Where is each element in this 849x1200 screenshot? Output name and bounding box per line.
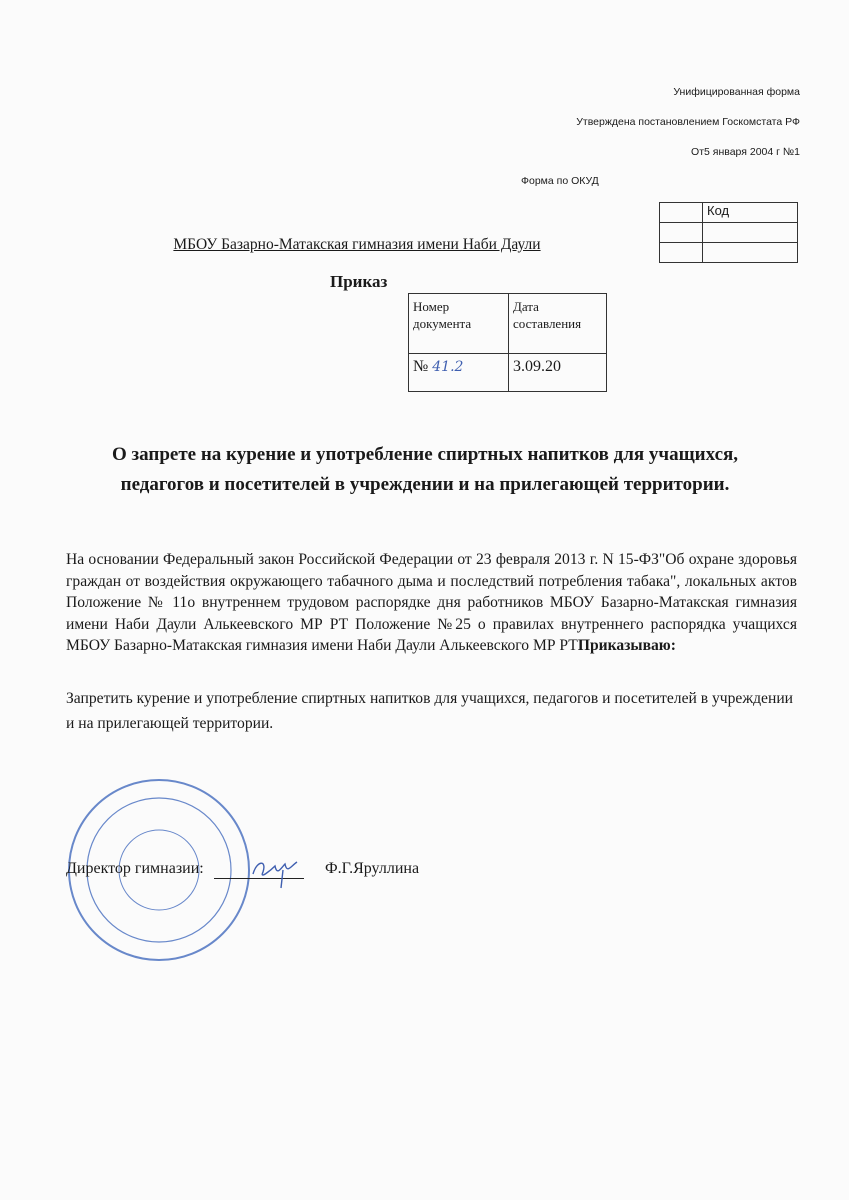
document-type: Приказ [330, 272, 388, 291]
code-header: Код [703, 203, 798, 223]
number-header: Номер документа [409, 294, 509, 354]
form-type-label: Унифицированная форма [673, 86, 800, 98]
approved-date-label: От5 января 2004 г №1 [691, 146, 800, 158]
date-header: Дата составления [509, 294, 607, 354]
document-number-table [408, 293, 607, 392]
basis-text: На основании Федеральный закон Российской Федерации от 23 февраля 2013 г. N 15-ФЗ"Об охране здоровья граждан от воздействия окружающего табачного дыма и последствий потребления табака", локальных актов Положение № 11о внутреннем трудовом распорядке дня работников МБОУ Базарно-Матакская гимназия имени Наби Даули Алькеевского МР РТ Положение №25 о правилах внутреннего распорядка учащихся МБОУ Базарно-Матакская гимназия имени Наби Даули Алькеевского МР РТ [66, 551, 797, 655]
handwritten-signature [245, 852, 305, 892]
order-text: Запретить курение и употребление спиртных напитков для учащихся, педагогов и посетителей в учреждении и на прилегающей территории. [66, 690, 794, 732]
number-prefix: № [413, 358, 429, 375]
organization-name: МБОУ Базарно-Матакская гимназия имени Наби Даули [173, 236, 541, 253]
basis-paragraph [66, 549, 797, 657]
title-line-1: О запрете на курение и употребление спиртных напитков для учащихся, [111, 444, 739, 465]
order-title [40, 440, 810, 500]
title-line-2: педагогов и посетителей в учреждении и на прилегающей территории. [120, 474, 730, 495]
handwritten-number: 41.2 [432, 359, 464, 375]
okud-label: Форма по ОКУД [521, 175, 599, 187]
director-name: Ф.Г.Яруллина [325, 860, 420, 877]
order-word: Приказываю: [577, 637, 676, 655]
document-number [409, 354, 509, 392]
signature-position: Директор гимназии: [66, 860, 204, 877]
document-date: 3.09.20 [509, 354, 607, 392]
approved-by-label: Утверждена постановлением Госкомстата РФ [576, 116, 800, 128]
